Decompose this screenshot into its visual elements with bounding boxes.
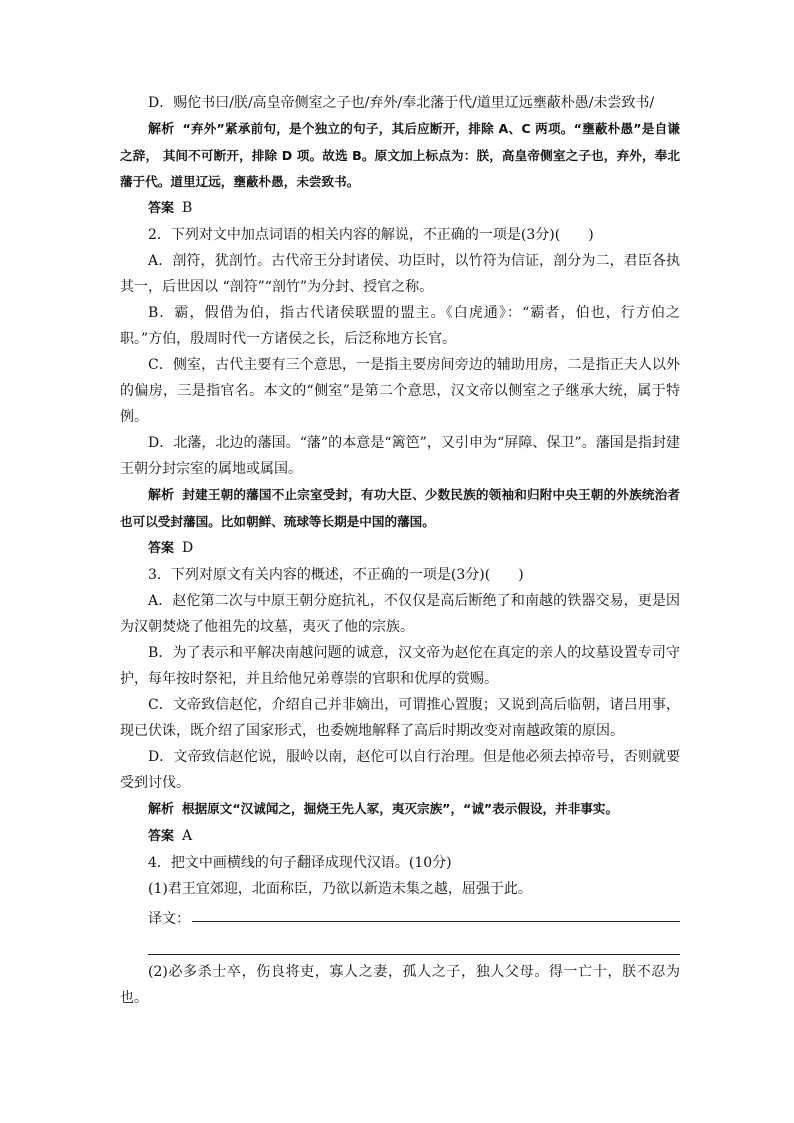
answer-value: B [182,200,193,216]
explain-label: 解析 [148,488,175,503]
q2-option-d: D．北藩，北边的藩国。“藩”的本意是“篱笆”，又引申为“屏障、保卫”。藩国是指封建王朝分封宗室的属地或属国。 [120,435,680,477]
q2-option-b: B．霸，假借为伯，指古代诸侯联盟的盟主。《白虎通》：“霸者，伯也，行方伯之职。”方伯，殷周时代一方诸侯之长，后泛称地方长官。 [120,305,680,347]
q3-explanation [120,796,680,823]
q1-option-d: D．赐佗书曰/朕/高皇帝侧室之子也/弃外/奉北藩于代/道里辽远壅蔽朴愚/未尝致书/ [148,95,655,111]
q4-stem: 4．把文中画横线的句子翻译成现代汉语。(10分) [148,855,452,871]
answer-underline-2[interactable] [148,928,680,955]
explain-label: 解析 [148,802,175,817]
q3-stem: 3．下列对原文有关内容的概述，不正确的一项是(3分)( ) [148,567,524,583]
translation-answer-line[interactable] [120,902,680,928]
document-page [120,90,680,1011]
answer-value: A [182,828,193,844]
explain-text: 根据原文“汉诚闻之，掘烧王先人冢，夷灭宗族”，“诚”表示假设，并非事实。 [182,801,619,816]
q1-explanation [120,116,680,195]
q3-answer [120,823,680,850]
translation-label: 译文： [148,911,190,927]
explain-text: “弃外”紧承前句，是个独立的句子，其后应断开，排除 A、C 两项。“壅蔽朴愚”是自谦之辞， 其间不可断开，排除 D 项。故选 B。原文加上标点为：朕，高皇帝侧室之子也，弃外，奉北藩于代。道里辽远，壅蔽朴愚，未尝致书。 [120,121,680,189]
q3-option-a: A．赵佗第二次与中原王朝分庭抗礼，不仅仅是高后断绝了和南越的铁器交易，更是因为汉朝焚烧了他祖先的坟墓，夷灭了他的宗族。 [120,593,680,635]
q2-answer [120,535,680,562]
answer-label: 答案 [148,541,175,556]
q3-option-d: D．文帝致信赵佗说，服岭以南，赵佗可以自行治理。但是他必须去掉帝号，否则就要受到讨伐。 [120,749,680,791]
q4-item-2: (2)必多杀士卒，伤良将吏，寡人之妻，孤人之子，独人父母。得一亡十，朕不忍为也。 [120,964,680,1006]
explain-text: 封建王朝的藩国不止宗室受封，有功大臣、少数民族的领袖和归附中央王朝的外族统治者也可以受封藩国。比如朝鲜、琉球等长期是中国的藩国。 [120,487,680,529]
q2-explanation [120,482,680,535]
q2-option-c: C．侧室，古代主要有三个意思，一是指主要房间旁边的辅助用房，二是指正夫人以外的偏房，三是指官名。本文的“侧室”是第二个意思，汉文帝以侧室之子继承大统，属于特例。 [120,357,680,425]
q2-option-a: A．剖符，犹剖竹。古代帝王分封诸侯、功臣时，以竹符为信证，剖分为二，君臣各执其一，后世因以 “剖符”“剖竹”为分封、授官之称。 [120,253,680,295]
answer-underline[interactable] [192,921,680,922]
q3-option-c: C．文帝致信赵佗，介绍自己并非嫡出，可谓推心置腹；又说到高后临朝，诸吕用事，现已伏诛，既介绍了国家形式，也委婉地解释了高后时期改变对南越政策的原因。 [120,697,680,739]
q4-item-1: (1)君王宜郊迎，北面称臣，乃欲以新造未集之越，屈强于此。 [148,881,532,897]
answer-label: 答案 [148,829,175,844]
q2-stem: 2．下列对文中加点词语的相关内容的解说，不正确的一项是(3分)( ) [148,227,594,243]
explain-label: 解析 [148,122,175,137]
answer-label: 答案 [148,201,175,216]
q1-answer [120,195,680,222]
q3-option-b: B．为了表示和平解决南越问题的诚意，汉文帝为赵佗在真定的亲人的坟墓设置专司守护，每年按时祭祀，并且给他兄弟尊崇的官职和优厚的赏赐。 [120,645,680,687]
answer-value: D [182,540,194,556]
